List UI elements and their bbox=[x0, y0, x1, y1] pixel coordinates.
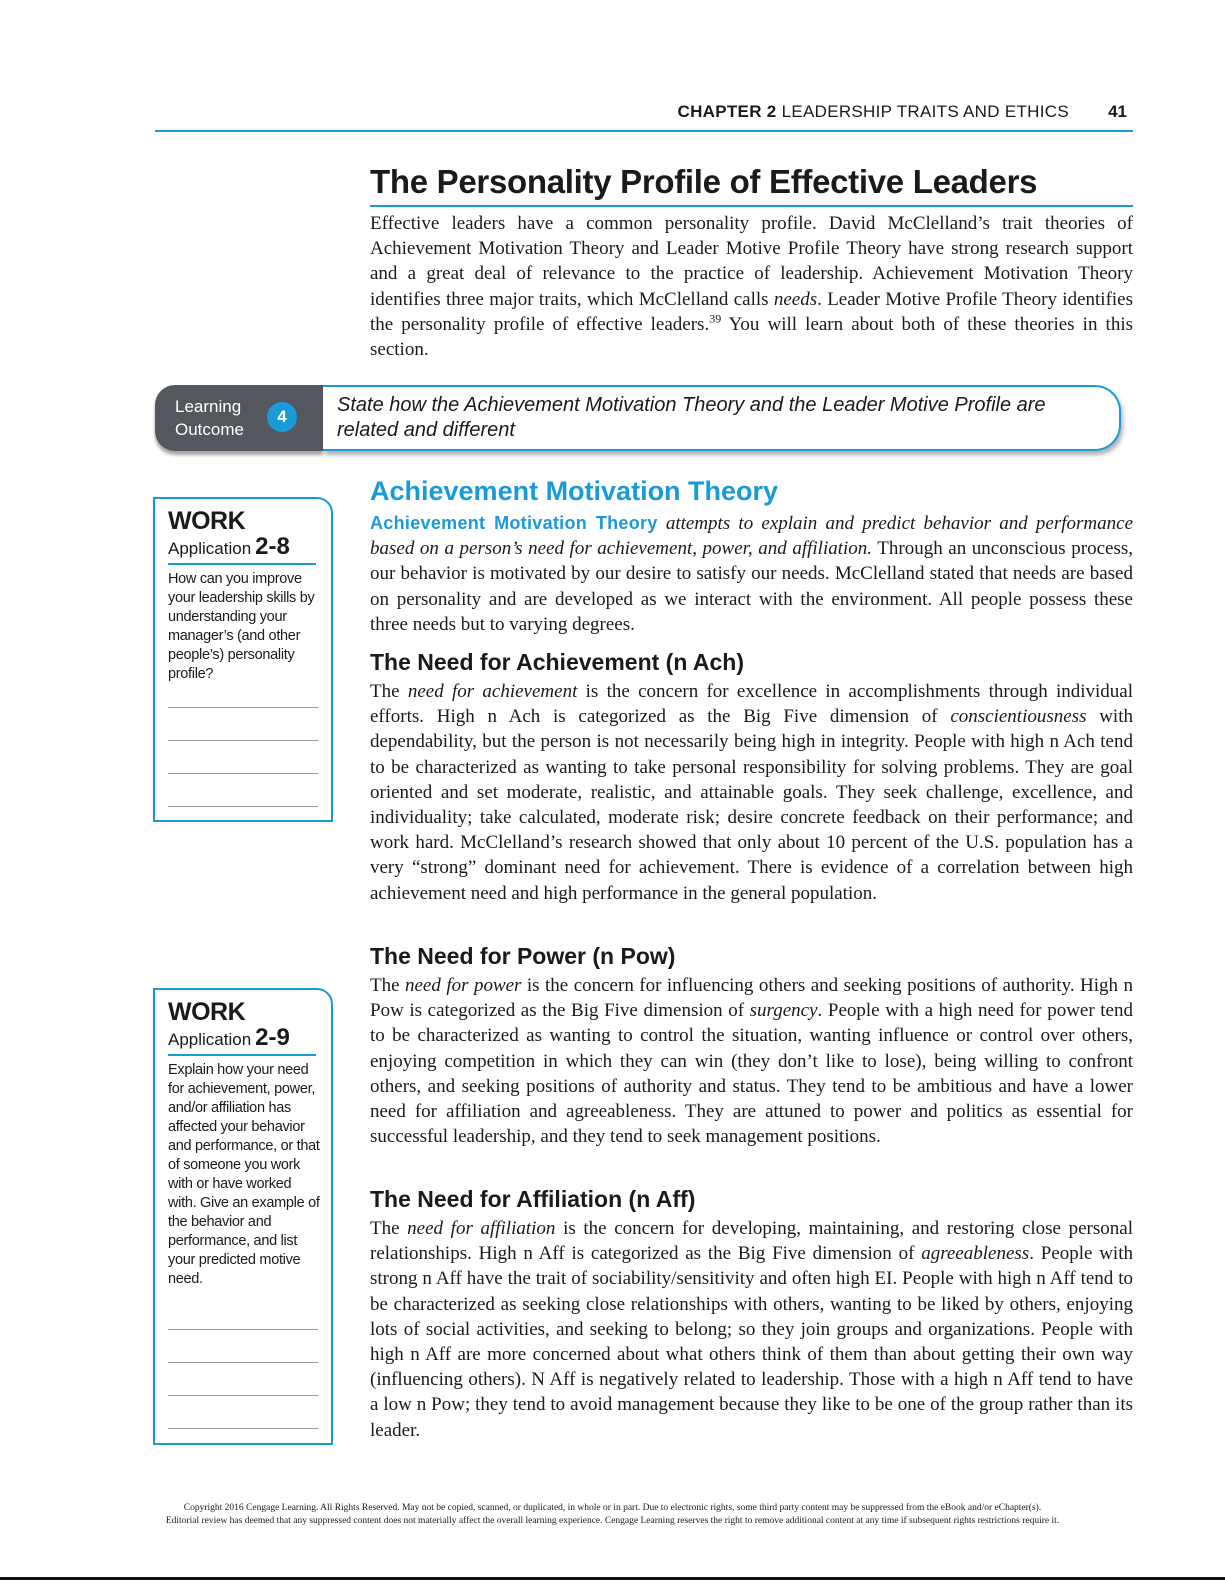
copyright-line-1: Copyright 2016 Cengage Learning. All Rights Reserved. May not be copied, scanned, or duplicated, in whole or in part. Due to electronic rights, some third party content may be suppressed from the eBook and/or eChapter(s). bbox=[183, 1503, 1042, 1513]
learning-outcome-label bbox=[175, 395, 244, 441]
work-application-question: How can you improve your leadership skills by understanding your manager’s (and other people’s) personality profile? bbox=[168, 571, 315, 682]
learning-outcome-number-badge: 4 bbox=[267, 402, 297, 432]
answer-line bbox=[168, 1362, 318, 1363]
npow-text-2: . People with a high need for power tend to be characterized as wanting to control the situation, wanting influence or control over others, enjoying competition in which they can win (they don’t like to lose), being willing to confront others, and seeking positions of authority and status. They tend to be ambitious and have a lower need for affiliation and agreeableness. They are attuned to power and politics as essential for successful leadership, and they tend to seek management positions. bbox=[370, 1000, 1133, 1148]
work-application-box-2-9 bbox=[153, 988, 333, 1445]
intro-needs-term: needs bbox=[773, 288, 818, 310]
npow-text-1: is the concern for influencing others and seeking positions of authority. High n Pow is categorized as the Big Five dimension of bbox=[370, 975, 1133, 1022]
running-header-text bbox=[678, 102, 1070, 122]
work-application-title: WORK bbox=[168, 998, 246, 1026]
naff-term: need for affiliation bbox=[407, 1218, 556, 1239]
copyright-footer bbox=[100, 1502, 1125, 1528]
section-heading: Achievement Motivation Theory bbox=[370, 476, 779, 506]
work-application-title: WORK bbox=[168, 507, 246, 535]
learning-outcome-label-box bbox=[155, 385, 323, 451]
work-application-box-2-8 bbox=[153, 497, 333, 822]
key-term-definition: attempts to explain and predict behavior and performance based on a person’s need for achievement, power, and affiliation. bbox=[370, 513, 1134, 560]
answer-line bbox=[168, 773, 318, 774]
copyright-line-2: Editorial review has deemed that any suppressed content does not materially affect the overall learning experience. Cengage Learning reserves the right to remove additional content at any time if subsequent rights restrictions require it. bbox=[165, 1516, 1060, 1526]
intro-text-1: Effective leaders have a common personality profile. David McClelland’s trait theories of Achievement Motivation Theory and Leader Motive Profile Theory have strong research support and a great deal of relevance to the practice of leadership. Achievement Motivation Theory identifies three major traits, which McClelland calls bbox=[370, 213, 1133, 310]
running-header bbox=[155, 98, 1133, 132]
naff-dimension: agreeableness bbox=[921, 1243, 1030, 1265]
nach-paragraph bbox=[370, 679, 1133, 906]
intro-paragraph bbox=[370, 211, 1133, 362]
bottom-rule bbox=[0, 1577, 1225, 1580]
intro-text-2: . Leader Motive Profile Theory identifies the personality profile of effective leaders. bbox=[370, 288, 1134, 335]
subheading-need-for-power: The Need for Power (n Pow) bbox=[370, 943, 676, 969]
work-application-label: Application bbox=[168, 1030, 252, 1049]
work-application-question: Explain how your need for achievement, power, and/or affiliation has affected your behavior and performance, or that of someone you work with or have worked with. Give an example of the behavior and performance, and list your predicted motive need. bbox=[168, 1062, 320, 1287]
answer-line bbox=[168, 1428, 318, 1429]
learning-outcome-statement: State how the Achievement Motivation Theory and the Leader Motive Profile are related and different bbox=[337, 394, 1046, 441]
learning-outcome-banner bbox=[155, 385, 1133, 451]
learning-outcome-statement-box bbox=[323, 385, 1121, 451]
learning-outcome-label-line2: Outcome bbox=[175, 420, 244, 439]
nach-term: need for achievement bbox=[407, 681, 578, 702]
work-application-number: 2-9 bbox=[255, 1024, 290, 1051]
npow-term: need for power bbox=[405, 975, 522, 996]
nach-dimension: conscientiousness bbox=[950, 706, 1087, 728]
subheading-need-for-achievement: The Need for Achievement (n Ach) bbox=[370, 649, 745, 675]
learning-outcome-label-line1: Learning bbox=[175, 397, 242, 416]
subheading-need-for-affiliation: The Need for Affiliation (n Aff) bbox=[370, 1186, 696, 1212]
amt-paragraph bbox=[370, 511, 1133, 637]
work-application-number: 2-8 bbox=[255, 533, 290, 560]
key-term: Achievement Motivation Theory bbox=[370, 513, 658, 533]
naff-text-1: is the concern for developing, maintaining, and restoring close personal relationships. High n Aff is categorized as the Big Five dimension of bbox=[370, 1218, 1133, 1265]
chapter-label: CHAPTER 2 bbox=[677, 102, 777, 121]
answer-line bbox=[168, 1329, 318, 1330]
nach-text-1: is the concern for excellence in accomplishments through individual efforts. High n Ach is categorized as the Big Five dimension of bbox=[370, 681, 1134, 728]
chapter-title: LEADERSHIP TRAITS AND ETHICS bbox=[781, 102, 1069, 121]
amt-text: Through an unconscious process, our behavior is motivated by our desire to satisfy our needs. McClelland stated that needs are based on personality and are developed as we interact with the environment. All people possess these three needs but to varying degrees. bbox=[370, 538, 1133, 635]
naff-paragraph bbox=[370, 1216, 1133, 1443]
naff-text-2: . People with strong n Aff have the trait of sociability/sensitivity and often high EI. People with high n Aff tend to be characterized as seeking close relationships with others, wanting to be liked by others, enjoying lots of social activities, and seeking to belong; so they join groups and organizations. People with high n Aff are more concerned about what others think of them than about getting their own way (influencing others). N Aff is negatively related to leadership. Those with a high n Aff tend to have a low n Pow; they tend to avoid management because they like to be one of the group rather than its leader. bbox=[370, 1243, 1133, 1441]
answer-line bbox=[168, 707, 318, 708]
work-application-subtitle bbox=[168, 533, 316, 565]
npow-dimension: surgency bbox=[749, 1000, 818, 1022]
answer-line bbox=[168, 1395, 318, 1396]
page-number: 41 bbox=[1108, 102, 1127, 121]
naff-text-0: The bbox=[370, 1218, 408, 1239]
nach-text-2: with dependability, but the person is not necessarily being high in integrity. People with high n Ach tend to be characterized as wanting to take personal responsibility for solving problems. They are goal oriented and set moderate, realistic, and attainable goals. They seek challenge, excellence, and individuality; take calculated, moderate risk; desire concrete feedback on their performance; and work hard. McClelland’s research showed that only about 10 percent of the U.S. population has a very “strong” dominant need for achievement. There is evidence of a correlation between high achievement need and high performance in the general population. bbox=[370, 706, 1133, 904]
nach-text-0: The bbox=[370, 681, 408, 702]
work-application-label: Application bbox=[168, 539, 252, 558]
npow-text-0: The bbox=[370, 975, 405, 996]
answer-line bbox=[168, 806, 318, 807]
npow-paragraph bbox=[370, 973, 1133, 1149]
reference-superscript: 39 bbox=[709, 311, 722, 326]
intro-text-3: You will learn about both of these theories in this section. bbox=[370, 313, 1133, 361]
page-title: The Personality Profile of Effective Leaders bbox=[370, 163, 1133, 207]
work-application-subtitle bbox=[168, 1024, 316, 1056]
answer-line bbox=[168, 740, 318, 741]
